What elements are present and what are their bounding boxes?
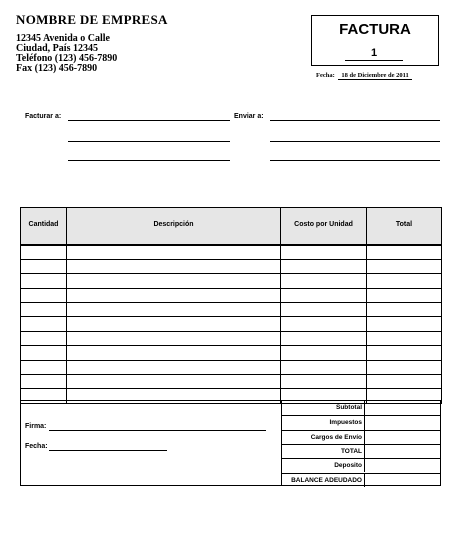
firma-label: Firma: <box>25 423 47 430</box>
cell-descripcion[interactable] <box>67 288 281 302</box>
cell-descripcion[interactable] <box>67 274 281 288</box>
cell-total[interactable] <box>367 375 442 389</box>
cell-costo[interactable] <box>281 375 367 389</box>
cell-total[interactable] <box>367 259 442 273</box>
cell-costo[interactable] <box>281 317 367 331</box>
table-row <box>21 360 442 374</box>
cell-total[interactable] <box>367 303 442 317</box>
fecha-label: Fecha: <box>25 443 48 450</box>
cell-costo[interactable] <box>281 346 367 360</box>
cell-total[interactable] <box>367 274 442 288</box>
header-cantidad: Cantidad <box>21 208 67 245</box>
cell-descripcion[interactable] <box>67 303 281 317</box>
cell-total[interactable] <box>367 331 442 345</box>
totals-row-deposito <box>281 458 441 472</box>
table-row <box>21 375 442 389</box>
totals-row-impuestos <box>281 415 441 429</box>
balance-label: BALANCE ADEUDADO <box>281 474 365 487</box>
address-line: 12345 Avenida o Calle <box>16 33 110 44</box>
fecha-line[interactable] <box>49 450 167 451</box>
table-row <box>21 346 442 360</box>
fax-line: Fax (123) 456-7890 <box>16 63 98 74</box>
table-row <box>21 303 442 317</box>
cell-costo[interactable] <box>281 288 367 302</box>
cell-descripcion[interactable] <box>67 375 281 389</box>
ship-to-line-3[interactable] <box>270 160 440 161</box>
cell-descripcion[interactable] <box>67 317 281 331</box>
cell-cantidad[interactable] <box>21 360 67 374</box>
cell-cantidad[interactable] <box>21 346 67 360</box>
phone-line: Teléfono (123) 456-7890 <box>16 53 118 64</box>
totals-row-balance <box>281 473 441 487</box>
bill-to-line-1[interactable] <box>68 120 230 121</box>
deposito-label: Deposito <box>281 459 365 472</box>
cell-total[interactable] <box>367 360 442 374</box>
invoice-date-label: Fecha: <box>316 72 335 79</box>
ship-to-label: Enviar a: <box>234 113 264 120</box>
table-row <box>21 274 442 288</box>
cell-costo[interactable] <box>281 245 367 260</box>
company-address <box>16 34 117 74</box>
cell-cantidad[interactable] <box>21 317 67 331</box>
bill-to-label: Facturar a: <box>25 113 62 120</box>
cell-cantidad[interactable] <box>21 245 67 260</box>
cell-descripcion[interactable] <box>67 245 281 260</box>
cell-costo[interactable] <box>281 259 367 273</box>
cell-descripcion[interactable] <box>67 360 281 374</box>
header-descripcion: Descripción <box>67 208 281 245</box>
invoice-date-value[interactable]: 18 de Diciembre de 2011 <box>338 72 411 80</box>
ship-to-line-1[interactable] <box>270 120 440 121</box>
totals-row-cargos-envio <box>281 430 441 444</box>
cell-costo[interactable] <box>281 274 367 288</box>
cell-descripcion[interactable] <box>67 346 281 360</box>
totals-row-subtotal <box>281 401 441 415</box>
address-line: Ciudad, País 12345 <box>16 43 98 54</box>
cell-cantidad[interactable] <box>21 259 67 273</box>
company-name: NOMBRE DE EMPRESA <box>16 12 168 27</box>
invoice-title: FACTURA <box>339 21 411 38</box>
invoice-box <box>311 15 439 66</box>
cell-cantidad[interactable] <box>21 331 67 345</box>
totals-section <box>20 400 441 486</box>
cell-total[interactable] <box>367 245 442 260</box>
bill-to-line-2[interactable] <box>68 141 230 142</box>
firma-line[interactable] <box>49 430 266 431</box>
subtotal-label: Subtotal <box>281 401 365 415</box>
table-row <box>21 259 442 273</box>
table-row <box>21 317 442 331</box>
invoice-number[interactable]: 1 <box>345 47 403 61</box>
cell-total[interactable] <box>367 317 442 331</box>
table-header-row <box>21 208 442 245</box>
ship-to-line-2[interactable] <box>270 141 440 142</box>
cell-costo[interactable] <box>281 360 367 374</box>
cell-total[interactable] <box>367 288 442 302</box>
impuestos-label: Impuestos <box>281 416 365 429</box>
invoice-date <box>316 72 412 80</box>
table-row <box>21 288 442 302</box>
bill-to-line-3[interactable] <box>68 160 230 161</box>
cell-cantidad[interactable] <box>21 303 67 317</box>
cell-cantidad[interactable] <box>21 375 67 389</box>
table-row <box>21 331 442 345</box>
items-table <box>20 207 442 404</box>
header-costo-unidad: Costo por Unidad <box>281 208 367 245</box>
cell-total[interactable] <box>367 346 442 360</box>
cell-costo[interactable] <box>281 303 367 317</box>
cell-cantidad[interactable] <box>21 288 67 302</box>
total-label: TOTAL <box>281 445 365 458</box>
table-row <box>21 245 442 260</box>
cell-descripcion[interactable] <box>67 259 281 273</box>
cell-cantidad[interactable] <box>21 274 67 288</box>
totals-row-total <box>281 444 441 458</box>
cell-descripcion[interactable] <box>67 331 281 345</box>
header-total: Total <box>367 208 442 245</box>
cargos-envio-label: Cargos de Envío <box>281 431 365 444</box>
cell-costo[interactable] <box>281 331 367 345</box>
